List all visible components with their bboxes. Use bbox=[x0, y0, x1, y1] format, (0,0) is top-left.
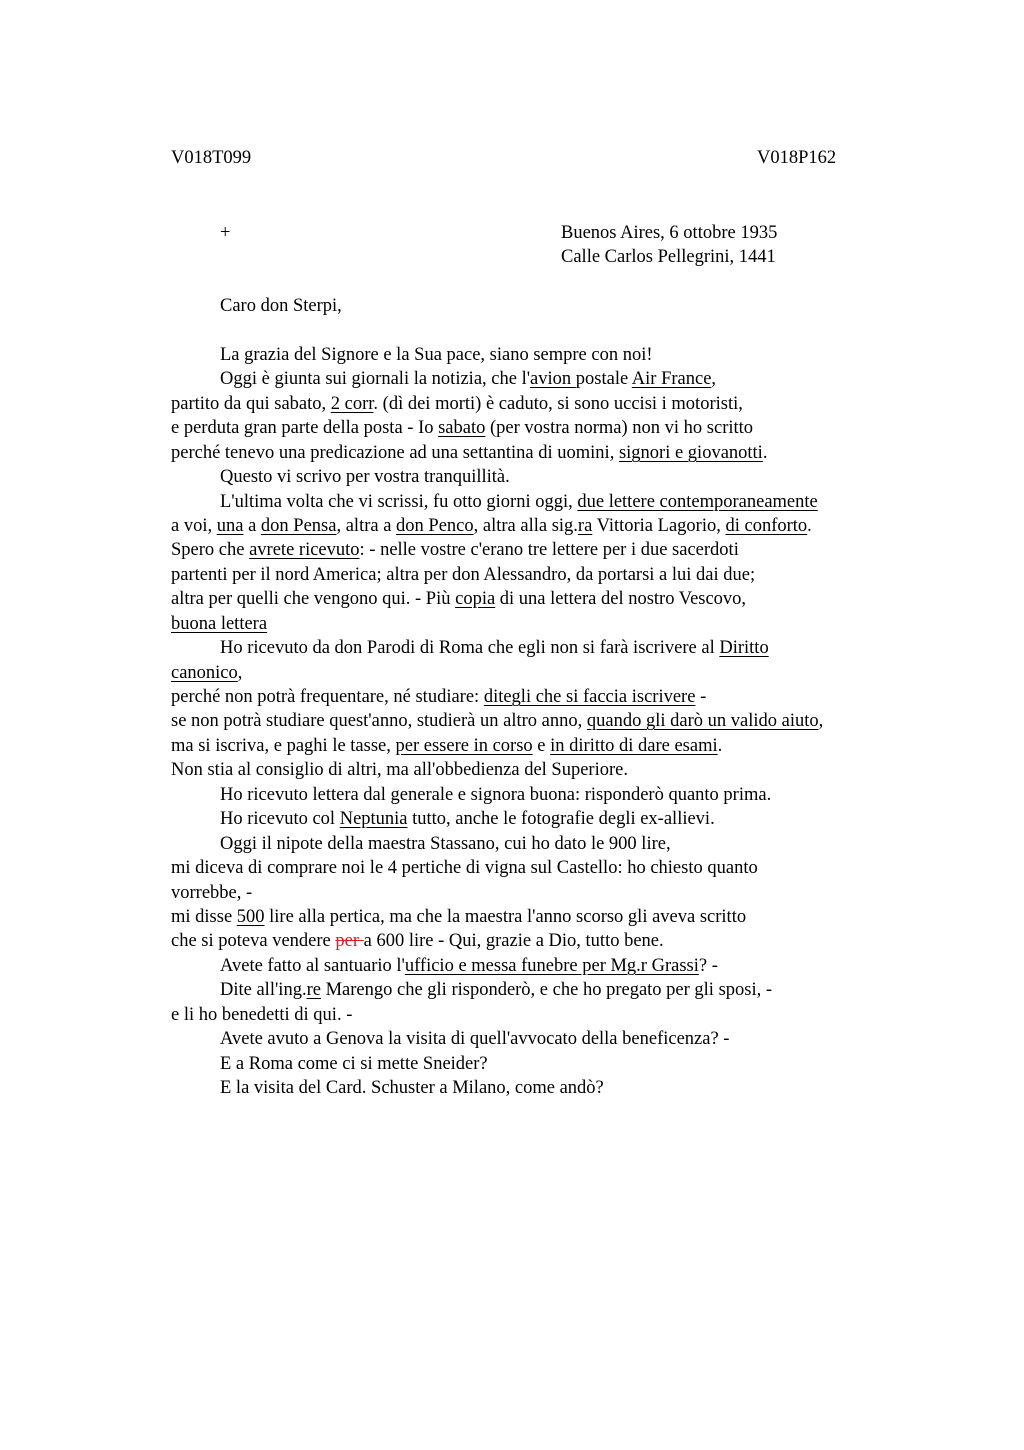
struck-word: per bbox=[335, 931, 364, 951]
doc-id-left: V018T099 bbox=[171, 148, 252, 168]
body-line: e li ho benedetti di qui. - bbox=[171, 1005, 353, 1025]
body-line: Dite all'ing.re Marengo che gli risponderò, e che ho pregato per gli sposi, - bbox=[220, 980, 773, 1000]
body-line: buona lettera bbox=[171, 614, 268, 634]
salutation: Caro don Sterpi, bbox=[220, 296, 342, 316]
body-line: Spero che avrete ricevuto: - nelle vostre c'erano tre lettere per i due sacerdoti bbox=[171, 540, 739, 560]
cross-mark: + bbox=[220, 223, 231, 243]
body-line: L'ultima volta che vi scrissi, fu otto giorni oggi, due lettere contemporaneamente bbox=[220, 492, 818, 512]
body-line: mi diceva di comprare noi le 4 pertiche di vigna sul Castello: ho chiesto quanto bbox=[171, 858, 758, 878]
body-line: La grazia del Signore e la Sua pace, siano sempre con noi! bbox=[220, 345, 653, 365]
body-line: Non stia al consiglio di altri, ma all'obbedienza del Superiore. bbox=[171, 760, 628, 780]
body-line: E la visita del Card. Schuster a Milano, come andò? bbox=[220, 1078, 604, 1098]
body-line: Ho ricevuto da don Parodi di Roma che egli non si farà iscrivere al Diritto bbox=[220, 638, 769, 658]
body-line: partenti per il nord America; altra per don Alessandro, da portarsi a lui dai due; bbox=[171, 565, 756, 585]
body-line: Questo vi scrivo per vostra tranquillità. bbox=[220, 467, 510, 487]
body-line: perché tenevo una predicazione ad una settantina di uomini, signori e giovanotti. bbox=[171, 443, 768, 463]
body-line: Ho ricevuto lettera dal generale e signora buona: risponderò quanto prima. bbox=[220, 785, 772, 805]
body-line: Avete avuto a Genova la visita di quell'avvocato della beneficenza? - bbox=[220, 1029, 730, 1049]
body-line: e perduta gran parte della posta - Io sabato (per vostra norma) non vi ho scritto bbox=[171, 418, 754, 438]
body-line: ma si iscriva, e paghi le tasse, per essere in corso e in diritto di dare esami. bbox=[171, 736, 723, 756]
body-line: se non potrà studiare quest'anno, studierà un altro anno, quando gli darò un valido aiuto, bbox=[171, 711, 824, 731]
body-line: Oggi il nipote della maestra Stassano, cui ho dato le 900 lire, bbox=[220, 834, 671, 854]
body-line: partito da qui sabato, 2 corr. (dì dei morti) è caduto, si sono uccisi i motoristi, bbox=[171, 394, 743, 414]
letter-date: Buenos Aires, 6 ottobre 1935 bbox=[561, 223, 778, 243]
body-line: perché non potrà frequentare, né studiare: ditegli che si faccia iscrivere - bbox=[171, 687, 707, 707]
body-line: altra per quelli che vengono qui. - Più copia di una lettera del nostro Vescovo, bbox=[171, 589, 747, 609]
body-line: canonico, bbox=[171, 663, 243, 683]
body-line: vorrebbe, - bbox=[171, 883, 253, 903]
body-line: che si poteva vendere per a 600 lire - Qui, grazie a Dio, tutto bene. bbox=[171, 931, 664, 951]
body-line: a voi, una a don Pensa, altra a don Penco, altra alla sig.ra Vittoria Lagorio, di conforto. bbox=[171, 516, 812, 536]
body-line: Oggi è giunta sui giornali la notizia, che l'avion postale Air France, bbox=[220, 369, 717, 389]
doc-id-right: V018P162 bbox=[757, 148, 837, 168]
body-line: Avete fatto al santuario l'ufficio e messa funebre per Mg.r Grassi? - bbox=[220, 956, 718, 976]
letter-address: Calle Carlos Pellegrini, 1441 bbox=[561, 247, 776, 267]
body-line: Ho ricevuto col Neptunia tutto, anche le fotografie degli ex-allievi. bbox=[220, 809, 715, 829]
body-line: E a Roma come ci si mette Sneider? bbox=[220, 1054, 488, 1074]
body-line: mi disse 500 lire alla pertica, ma che la maestra l'anno scorso gli aveva scritto bbox=[171, 907, 747, 927]
